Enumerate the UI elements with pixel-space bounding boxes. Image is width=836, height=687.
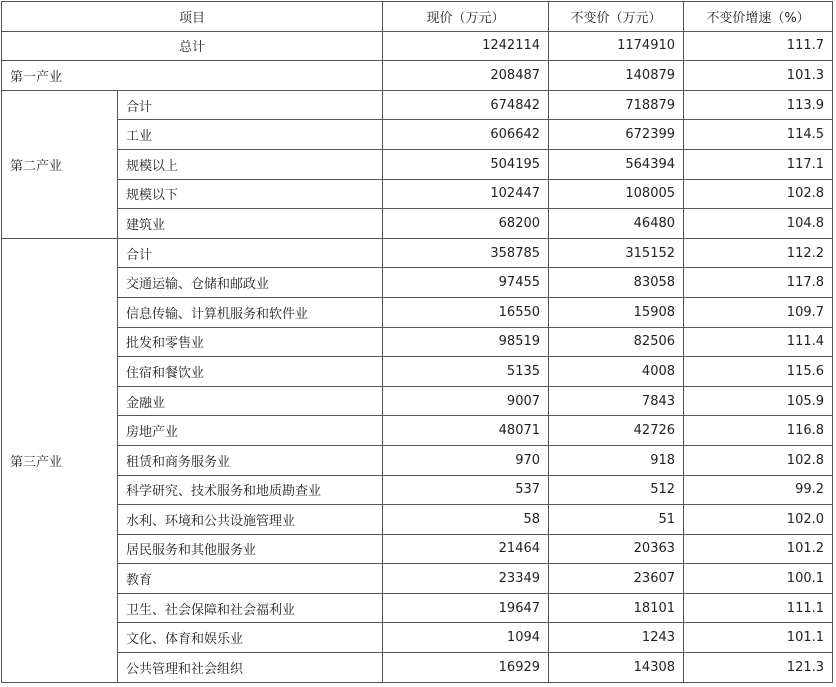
constant-value: 512 (549, 475, 684, 505)
current-value: 9007 (383, 386, 549, 416)
constant-value: 315152 (549, 238, 684, 268)
tertiary-industry-row (2, 357, 833, 387)
constant-value: 46480 (549, 209, 684, 239)
growth-value: 111.7 (684, 31, 833, 61)
tertiary-industry-row (2, 386, 833, 416)
row-label: 总计 (2, 31, 383, 61)
total-row (2, 31, 833, 61)
constant-value: 1243 (549, 623, 684, 653)
tertiary-industry-row (2, 475, 833, 505)
growth-value: 115.6 (684, 357, 833, 387)
constant-value: 18101 (549, 593, 684, 623)
current-value: 674842 (383, 90, 549, 120)
constant-value: 918 (549, 445, 684, 475)
current-value: 358785 (383, 238, 549, 268)
constant-value: 83058 (549, 268, 684, 298)
growth-value: 113.9 (684, 90, 833, 120)
current-value: 504195 (383, 149, 549, 179)
constant-value: 51 (549, 505, 684, 535)
tertiary-industry-row (2, 297, 833, 327)
header-row (2, 2, 833, 32)
row-label: 批发和零售业 (118, 327, 383, 357)
growth-value: 111.1 (684, 593, 833, 623)
constant-value: 1174910 (549, 31, 684, 61)
header-item: 项目 (2, 2, 383, 32)
growth-value: 101.1 (684, 623, 833, 653)
growth-value: 105.9 (684, 386, 833, 416)
primary-industry-row (2, 61, 833, 91)
constant-value: 82506 (549, 327, 684, 357)
growth-value: 102.0 (684, 505, 833, 535)
constant-value: 564394 (549, 149, 684, 179)
constant-value: 108005 (549, 179, 684, 209)
current-value: 1094 (383, 623, 549, 653)
constant-value: 20363 (549, 534, 684, 564)
tertiary-industry-row (2, 593, 833, 623)
constant-value: 140879 (549, 61, 684, 91)
current-value: 102447 (383, 179, 549, 209)
tertiary-industry-row (2, 445, 833, 475)
row-label: 水利、环境和公共设施管理业 (118, 505, 383, 535)
row-label: 文化、体育和娱乐业 (118, 623, 383, 653)
row-label: 信息传输、计算机服务和软件业 (118, 297, 383, 327)
tertiary-industry-row (2, 653, 833, 683)
header-current-price: 现价（万元） (383, 2, 549, 32)
row-label: 科学研究、技术服务和地质勘查业 (118, 475, 383, 505)
tertiary-industry-row (2, 268, 833, 298)
growth-value: 117.1 (684, 149, 833, 179)
secondary-industry-row (2, 149, 833, 179)
row-label: 卫生、社会保障和社会福利业 (118, 593, 383, 623)
row-label: 工业 (118, 120, 383, 150)
row-label: 公共管理和社会组织 (118, 653, 383, 683)
tertiary-industry-row (2, 534, 833, 564)
tertiary-industry-row (2, 416, 833, 446)
current-value: 16929 (383, 653, 549, 683)
tertiary-industry-row (2, 327, 833, 357)
constant-value: 7843 (549, 386, 684, 416)
current-value: 19647 (383, 593, 549, 623)
tertiary-industry-row (2, 505, 833, 535)
growth-value: 104.8 (684, 209, 833, 239)
current-value: 606642 (383, 120, 549, 150)
growth-value: 112.2 (684, 238, 833, 268)
growth-value: 121.3 (684, 653, 833, 683)
secondary-industry-row (2, 120, 833, 150)
current-value: 21464 (383, 534, 549, 564)
current-value: 537 (383, 475, 549, 505)
growth-value: 114.5 (684, 120, 833, 150)
tertiary-industry-row (2, 623, 833, 653)
current-value: 970 (383, 445, 549, 475)
current-value: 98519 (383, 327, 549, 357)
constant-value: 14308 (549, 653, 684, 683)
tertiary-industry-row (2, 238, 833, 268)
current-value: 5135 (383, 357, 549, 387)
row-label: 合计 (118, 90, 383, 120)
growth-value: 100.1 (684, 564, 833, 594)
row-label: 租赁和商务服务业 (118, 445, 383, 475)
row-label: 房地产业 (118, 416, 383, 446)
growth-value: 117.8 (684, 268, 833, 298)
growth-value: 109.7 (684, 297, 833, 327)
secondary-industry-row (2, 90, 833, 120)
row-label: 规模以下 (118, 179, 383, 209)
current-value: 16550 (383, 297, 549, 327)
current-value: 58 (383, 505, 549, 535)
current-value: 208487 (383, 61, 549, 91)
tertiary-industry-row (2, 564, 833, 594)
row-label: 第一产业 (2, 61, 383, 91)
gdp-table (1, 1, 833, 683)
current-value: 48071 (383, 416, 549, 446)
current-value: 97455 (383, 268, 549, 298)
growth-value: 101.3 (684, 61, 833, 91)
growth-value: 102.8 (684, 179, 833, 209)
secondary-industry-row (2, 209, 833, 239)
constant-value: 23607 (549, 564, 684, 594)
row-label: 规模以上 (118, 149, 383, 179)
row-label: 合计 (118, 238, 383, 268)
header-growth: 不变价增速（%） (684, 2, 833, 32)
constant-value: 15908 (549, 297, 684, 327)
row-label: 居民服务和其他服务业 (118, 534, 383, 564)
current-value: 23349 (383, 564, 549, 594)
header-constant-price: 不变价（万元） (549, 2, 684, 32)
growth-value: 99.2 (684, 475, 833, 505)
constant-value: 4008 (549, 357, 684, 387)
secondary-industry-label: 第二产业 (2, 90, 118, 238)
constant-value: 718879 (549, 90, 684, 120)
row-label: 建筑业 (118, 209, 383, 239)
row-label: 住宿和餐饮业 (118, 357, 383, 387)
row-label: 金融业 (118, 386, 383, 416)
growth-value: 116.8 (684, 416, 833, 446)
row-label: 教育 (118, 564, 383, 594)
current-value: 1242114 (383, 31, 549, 61)
tertiary-industry-label: 第三产业 (2, 238, 118, 682)
secondary-industry-row (2, 179, 833, 209)
growth-value: 102.8 (684, 445, 833, 475)
growth-value: 101.2 (684, 534, 833, 564)
current-value: 68200 (383, 209, 549, 239)
constant-value: 672399 (549, 120, 684, 150)
constant-value: 42726 (549, 416, 684, 446)
growth-value: 111.4 (684, 327, 833, 357)
row-label: 交通运输、仓储和邮政业 (118, 268, 383, 298)
